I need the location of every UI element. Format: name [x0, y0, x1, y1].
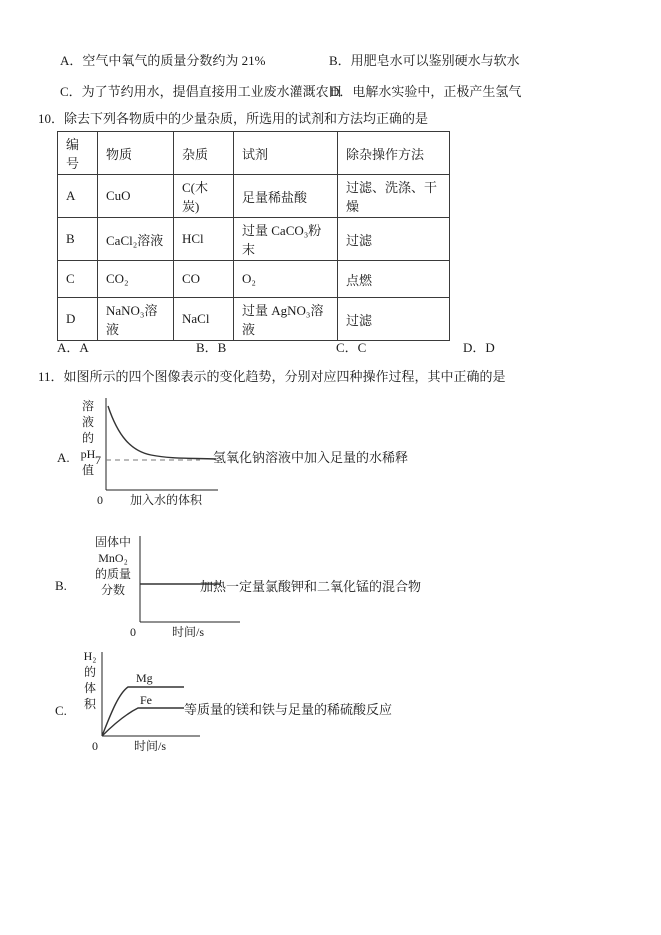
table-cell: 足量稀盐酸: [234, 175, 338, 218]
ph7-tick-label: 7: [95, 453, 101, 467]
chart-b-xlabel: 时间/s: [171, 625, 205, 639]
chart-c-ylabel-line: 积: [83, 697, 97, 711]
table-cell: NaCl: [174, 298, 234, 341]
ph-curve: [108, 406, 216, 459]
table-row: [58, 298, 450, 341]
table-cell: C: [58, 261, 98, 298]
table-cell: 过量 AgNO₃溶液: [234, 298, 338, 341]
chart-c-ylabel-line: H₂: [83, 649, 97, 663]
chart-c-ylabel-line: 的: [83, 665, 97, 679]
table-cell: NaNO₃溶液: [98, 298, 174, 341]
table-row: [58, 261, 450, 298]
q11-item-c-marker: C.: [55, 703, 67, 718]
question-10-stem: 10．除去下列各物质中的少量杂质，所选用的试剂和方法均正确的是: [38, 111, 429, 126]
table-header-cell: 除杂操作方法: [338, 132, 450, 175]
chart-c-description: 等质量的镁和铁与足量的稀硫酸反应: [184, 702, 393, 717]
table-cell: 点燃: [338, 261, 450, 298]
table-header-row: [58, 132, 450, 175]
option-line-a: A．空气中氧气的质量分数约为 21%: [60, 53, 266, 68]
chart-c-xlabel: 时间/s: [133, 739, 167, 753]
chart-a-ylabel-char: 溶: [81, 399, 95, 413]
option-line-b: B．用肥皂水可以鉴别硬水与软水: [329, 53, 520, 68]
q10-purification-table: [57, 131, 450, 341]
table-row: [58, 175, 450, 218]
chart-b-ylabel-line: 的质量: [94, 567, 132, 581]
chart-a-ylabel-char: 的: [81, 431, 95, 445]
table-cell: O₂: [234, 261, 338, 298]
chart-b-ylabel-line: MnO₂: [98, 551, 128, 565]
table-header-cell: 编号: [58, 132, 98, 175]
fe-curve: [102, 708, 184, 736]
option-line-d: D．电解水实验中，正极产生氢气: [330, 84, 522, 99]
table-cell: CO₂: [98, 261, 174, 298]
q10-answer-c: C．C: [336, 340, 367, 355]
origin-label: 0: [97, 493, 103, 507]
chart-a-description: 氢氧化钠溶液中加入足量的水稀释: [213, 450, 409, 465]
table-cell: 过滤: [338, 218, 450, 261]
chart-a-ylabel-char: 液: [81, 415, 95, 429]
fe-series-label: Fe: [140, 693, 152, 707]
table-cell: CaCl₂溶液: [98, 218, 174, 261]
q11-item-a-marker: A.: [57, 450, 70, 465]
origin-label: 0: [92, 739, 98, 753]
q10-answer-d: D．D: [463, 340, 495, 355]
q10-answer-b: B．B: [196, 340, 227, 355]
chart-a-ylabel-char: pH: [80, 447, 96, 461]
origin-label: 0: [130, 625, 136, 639]
table-cell: 过滤、洗涤、干燥: [338, 175, 450, 218]
chart-b-description: 加热一定量氯酸钾和二氧化锰的混合物: [200, 579, 422, 594]
table-cell: HCl: [174, 218, 234, 261]
table-header-cell: 杂质: [174, 132, 234, 175]
chart-c-ylabel-line: 体: [83, 681, 97, 695]
chart-a-xlabel: 加入水的体积: [129, 493, 203, 507]
table-header-cell: 物质: [98, 132, 174, 175]
table-cell: B: [58, 218, 98, 261]
table-cell: C(木炭): [174, 175, 234, 218]
chart-b-ylabel-line: 固体中: [94, 535, 132, 549]
question-11-stem: 11．如图所示的四个图像表示的变化趋势，分别对应四种操作过程，其中正确的是: [38, 369, 506, 384]
table-row: [58, 218, 450, 261]
table-cell: 过滤: [338, 298, 450, 341]
table-header-cell: 试剂: [234, 132, 338, 175]
option-line-c: C．为了节约用水，提倡直接用工业废水灌溉农田: [60, 84, 342, 99]
table-cell: CO: [174, 261, 234, 298]
table-cell: 过量 CaCO₃粉末: [234, 218, 338, 261]
q11-item-b-marker: B.: [55, 578, 67, 593]
chart-a-ph-dilution: [76, 392, 236, 512]
table-cell: CuO: [98, 175, 174, 218]
table-cell: A: [58, 175, 98, 218]
chart-a-ylabel-char: 值: [81, 463, 95, 477]
q10-answer-a: A．A: [57, 340, 89, 355]
chart-b-ylabel-line: 分数: [100, 583, 126, 597]
table-cell: D: [58, 298, 98, 341]
mg-series-label: Mg: [136, 671, 153, 685]
